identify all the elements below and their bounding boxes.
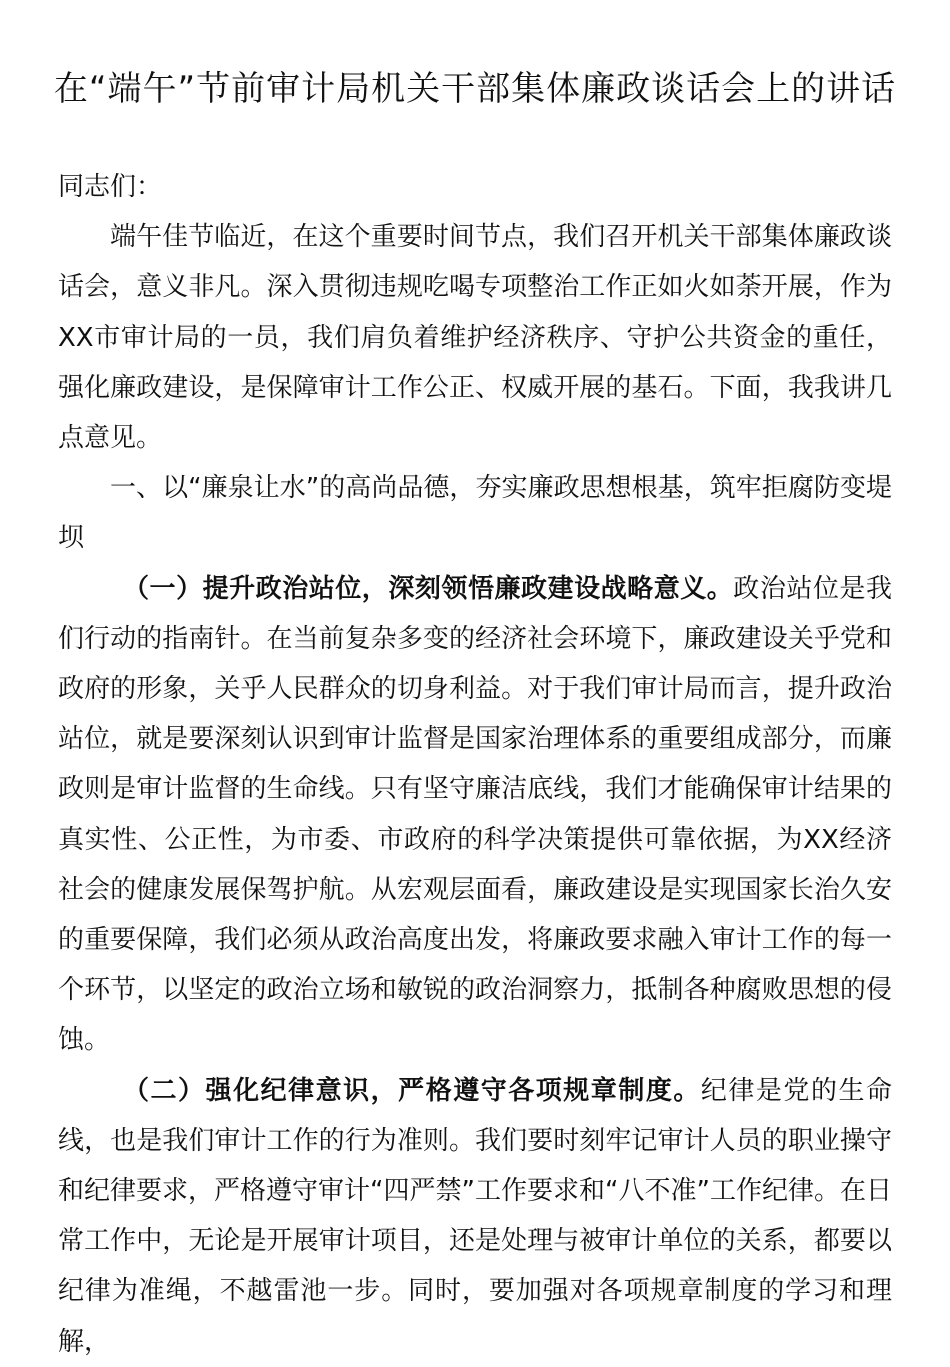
subsection-1-paragraph [58,564,892,1066]
subsection-2-text: 纪律是党的生命线，也是我们审计工作的行为准则。我们要时刻牢记审计人员的职业操守和纪律要求，严格遵守审计“四严禁”工作要求和“八不准”工作纪律。在日常工作中，无论是开展审计项目，还是处理与被审计单位的关系，都要以纪律为准绳，不越雷池一步。同时，要加强对各项规章制度的学习和理解， [58,1075,892,1357]
intro-paragraph: 端午佳节临近，在这个重要时间节点，我们召开机关干部集体廉政谈话会，意义非凡。深入贯彻违规吃喝专项整治工作正如火如荼开展，作为XX市审计局的一员，我们肩负着维护经济秩序、守护公共资金的重任，强化廉政建设，是保障审计工作公正、权威开展的基石。下面，我我讲几点意见。 [58,222,892,454]
document-body [58,162,892,1367]
subsection-1-text: 政治站位是我们行动的指南针。在当前复杂多变的经济社会环境下，廉政建设关乎党和政府的形象，关乎人民群众的切身利益。对于我们审计局而言，提升政治站位，就是要深刻认识到审计监督是国家治理体系的重要组成部分，而廉政则是审计监督的生命线。只有坚守廉洁底线，我们才能确保审计结果的真实性、公正性，为市委、市政府的科学决策提供可靠依据，为XX经济社会的健康发展保驾护航。从宏观层面看，廉政建设是实现国家长治久安的重要保障，我们必须从政治高度出发，将廉政要求融入审计工作的每一个环节，以坚定的政治立场和敏锐的政治洞察力，抵制各种腐败思想的侵蚀。 [58,573,892,1056]
section-1-heading: 一、以“廉泉让水”的高尚品德，夯实廉政思想根基，筑牢拒腐防变堤坝 [58,473,892,554]
document-title: 在“端午”节前审计局机关干部集体廉政谈话会上的讲话 [53,69,897,109]
subsection-2-heading: （二）强化纪律意识，严格遵守各项规章制度。 [123,1075,701,1106]
subsection-1-heading: （一）提升政治站位，深刻领悟廉政建设战略意义。 [123,573,734,604]
subsection-2-paragraph [58,1066,892,1367]
salutation: 同志们： [58,172,163,202]
